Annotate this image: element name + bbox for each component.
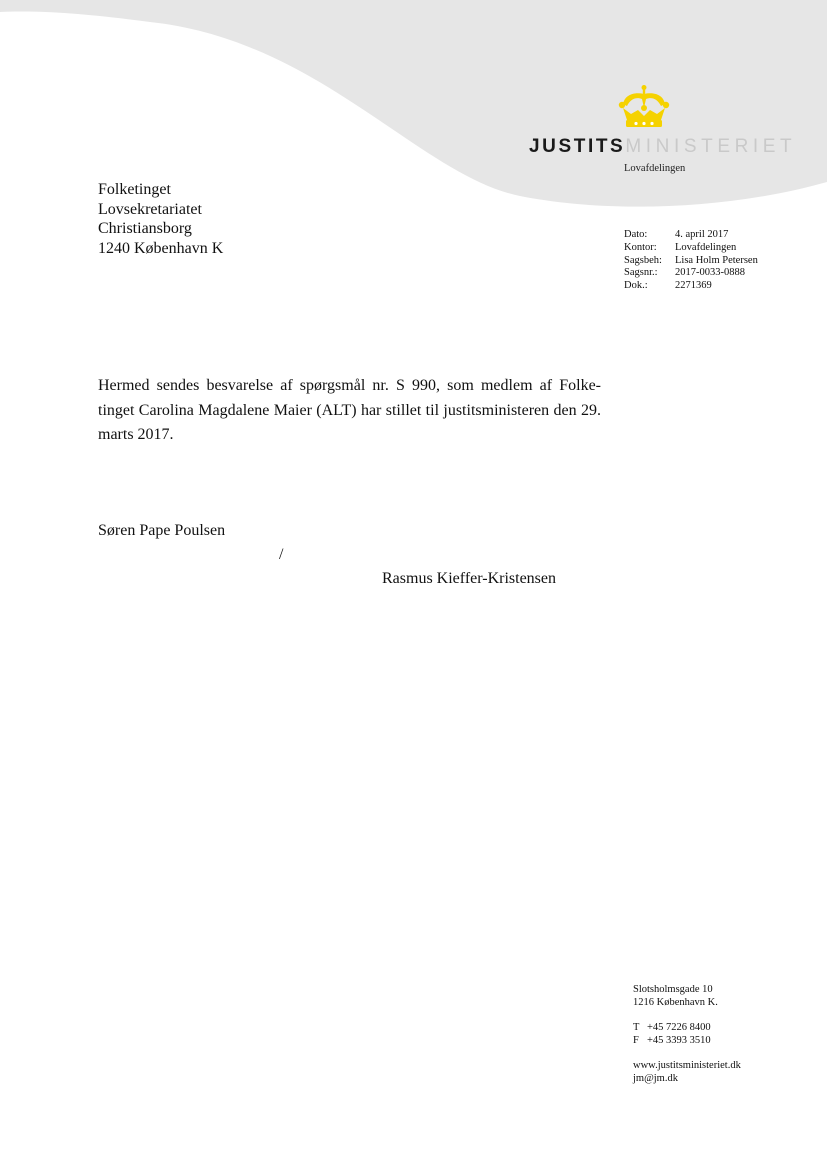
official-signature: Rasmus Kieffer-Kristensen [382,570,557,587]
letter-body: Hermed sendes besvarelse af spørgsmål nr. S 990, som medlem af Folke-tinget Carolina Magdalene Maier (ALT) har stillet til justitsministeren den 29. marts 2017. [98,377,601,443]
meta-row-document [624,280,758,293]
meta-value: 2017-0033-0888 [675,267,745,279]
phone-number: +45 7226 8400 [647,1022,711,1033]
department-name: Lovafdelingen [624,163,686,174]
meta-row-date [624,229,758,242]
footer-city: 1216 København K. [633,996,718,1008]
recipient-line: 1240 København K [98,239,224,257]
phone-label: T [633,1022,640,1033]
footer-street: Slotsholmsgade 10 [633,984,713,995]
meta-label: Dok.: [624,280,648,292]
meta-value: Lovafdelingen [675,241,737,253]
footer-website: www.justitsministeriet.dk [633,1060,741,1071]
meta-label: Dato: [624,229,648,240]
meta-label: Kontor: [624,241,657,253]
ministry-logo [529,136,796,158]
meta-label: Sagsbeh: [624,254,662,266]
footer-spacer [633,1047,741,1060]
fax-label: F [633,1034,639,1046]
meta-row-office [624,242,758,255]
recipient-line: Lovsekretariatet [98,200,202,218]
meta-row-handler [624,255,758,268]
fax-number: +45 3393 3510 [647,1034,711,1046]
meta-value: Lisa Holm Petersen [675,254,758,266]
recipient-address [98,180,223,258]
minister-signature: Søren Pape Poulsen [98,522,226,539]
recipient-line: Folketinget [98,181,171,198]
footer-phone [633,1022,741,1035]
recipient-line: Christiansborg [98,220,192,237]
crown-icon [617,84,671,130]
meta-value: 4. april 2017 [675,229,729,240]
signature-separator: / [279,546,284,563]
footer-spacer [633,1009,741,1022]
meta-value: 2271369 [675,280,712,292]
logo-text-bold: JUSTITS [529,136,626,157]
footer-contact [633,984,741,1085]
footer-email: jm@jm.dk [633,1072,678,1084]
case-metadata [624,229,758,293]
footer-fax [633,1035,741,1048]
meta-row-case-number [624,267,758,280]
logo-text-light: MINISTERIET [625,136,797,157]
meta-label: Sagsnr.: [624,267,658,279]
